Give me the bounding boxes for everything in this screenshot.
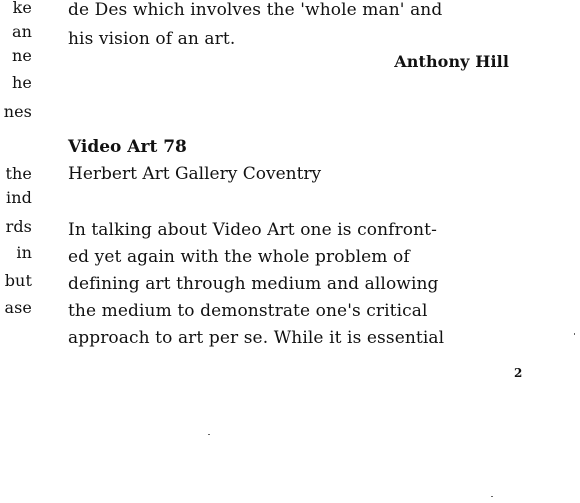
article-2-paragraph-line: approach to art per se. While it is essential [68,328,445,348]
article-2-title: Video Art 78 [68,137,187,157]
left-column-cropped-text [0,0,34,503]
main-column [68,0,516,503]
page-number: 2 [514,366,523,380]
scan-dot [491,496,493,497]
author-signature: Anthony Hill [394,52,509,71]
left-column-fragment: ne [12,46,32,65]
article-2-venue: Herbert Art Gallery Coventry [68,164,322,184]
article-1-line: de Des which involves the 'whole man' and [68,0,443,20]
article-1-line: his vision of an art. [68,29,236,49]
left-column-fragment: ke [12,0,32,17]
left-column-fragment: the [5,164,32,183]
left-column-fragment: but [4,271,32,290]
article-2-paragraph-line: In talking about Video Art one is confront- [68,220,437,240]
left-column-fragment: an [11,22,32,41]
left-column-fragment: ase [4,298,32,317]
left-column-fragment: he [12,73,32,92]
left-column-fragment: ind [6,188,32,207]
left-column-fragment: nes [3,102,32,121]
article-2-paragraph-line: defining art through medium and allowing [68,274,439,294]
article-2-paragraph-line: the medium to demonstrate one's critical [68,301,428,321]
left-column-fragment: rds [5,217,32,236]
scan-dot [208,434,210,435]
scan-dot [574,333,575,335]
left-column-fragment: in [16,243,32,262]
article-2-paragraph-line: ed yet again with the whole problem of [68,247,410,267]
